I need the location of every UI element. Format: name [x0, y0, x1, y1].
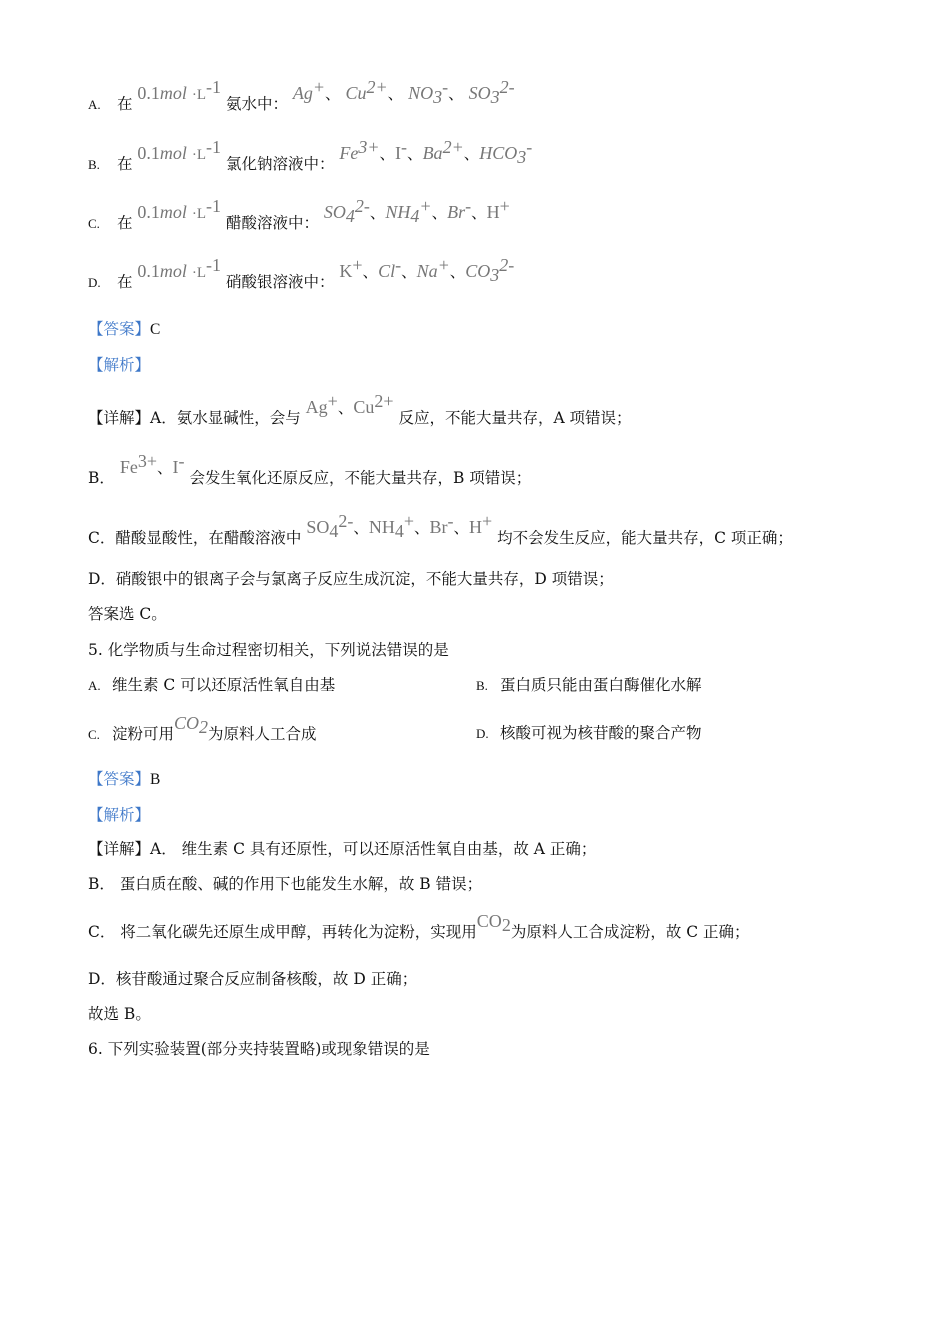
q5-option-a: A. 维生素 C 可以还原活性氧自由基 — [88, 676, 336, 694]
q4-answer: 【答案】C — [88, 320, 161, 338]
q4-detail-a: 【详解】A．氨水显碱性，会与 Ag+、$Cu^{2+}$ 反应，不能大量共存，A 项错误； — [88, 391, 632, 428]
q4-option-a: A. 在 $0.1mol \cdot L^{-1}$ 氨水中： Ag+、 $Cu^{2+}$、 $NO_3^-$、 $SO_3^{2-}$ — [88, 77, 515, 114]
q4-option-a-ions: Ag+、 $Cu^{2+}$、 $NO_3^-$、 $SO_3^{2-}$ — [292, 77, 515, 108]
q5-answer: 【答案】B — [88, 770, 161, 788]
q4-detail-d: D．硝酸银中的银离子会与氯离子反应生成沉淀，不能大量共存，D 项错误； — [88, 570, 614, 588]
q4-option-c: C. 在 $0.1mol \cdot L^{-1}$ 醋酸溶液中： $SO_4^{2-}$、$NH_4^+$、Br-、H+ — [88, 196, 510, 233]
q4-option-d: D. 在 $0.1mol \cdot L^{-1}$ 硝酸银溶液中： K+、Cl-、Na+、$CO_3^{2-}$ — [88, 255, 515, 292]
q5-detail-b: B． 蛋白质在酸、碱的作用下也能发生水解，故 B 错误； — [88, 875, 483, 893]
q5-analysis-tag: 【解析】 — [88, 806, 151, 824]
q5-option-d: D. 核酸可视为核苷酸的聚合产物 — [476, 724, 702, 742]
q5-stem: 5. 化学物质与生命过程密切相关，下列说法错误的是 — [88, 641, 449, 659]
q4-detail-b: B． $Fe^{3+}$、I- 会发生氧化还原反应，不能大量共存，B 项错误； — [88, 451, 532, 488]
q4-option-c-ions: $SO_4^{2-}$、$NH_4^+$、Br-、H+ — [323, 196, 510, 227]
q4-option-b: B. 在 $0.1mol \cdot L^{-1}$ 氯化钠溶液中： $Fe^{3+}$、I-、$Ba^{2+}$、$HCO_3^-$ — [88, 137, 533, 174]
q4-option-d-ions: K+、Cl-、Na+、$CO_3^{2-}$ — [339, 255, 515, 286]
q4-option-b-ions: $Fe^{3+}$、I-、$Ba^{2+}$、$HCO_3^-$ — [339, 137, 533, 168]
q5-detail-a: 【详解】A． 维生素 C 具有还原性，可以还原活性氧自由基，故 A 正确； — [88, 840, 597, 858]
q5-detail-d: D．核苷酸通过聚合反应制备核酸，故 D 正确； — [88, 970, 418, 988]
q6-stem: 6. 下列实验装置(部分夹持装置略)或现象错误的是 — [88, 1040, 430, 1058]
q4-detail-c: C．醋酸显酸性，在醋酸溶液中 $SO_4^{2-}$、$NH_4^+$、Br-、H+ 均不会发生反应，能大量共存，C 项正确； — [88, 511, 793, 548]
q5-detail-c: C． 将二氧化碳先还原生成甲醇，再转化为淀粉，实现用$CO_2$为原料人工合成淀粉，故 C 正确； — [88, 911, 750, 941]
q4-analysis-tag: 【解析】 — [88, 356, 151, 374]
q5-option-c: C. 淀粉可用$CO_2$为原料人工合成 — [88, 713, 317, 743]
q4-conclusion: 答案选 C。 — [88, 605, 167, 623]
q5-conclusion: 故选 B。 — [88, 1005, 151, 1023]
q5-option-b: B. 蛋白质只能由蛋白酶催化水解 — [476, 676, 702, 694]
